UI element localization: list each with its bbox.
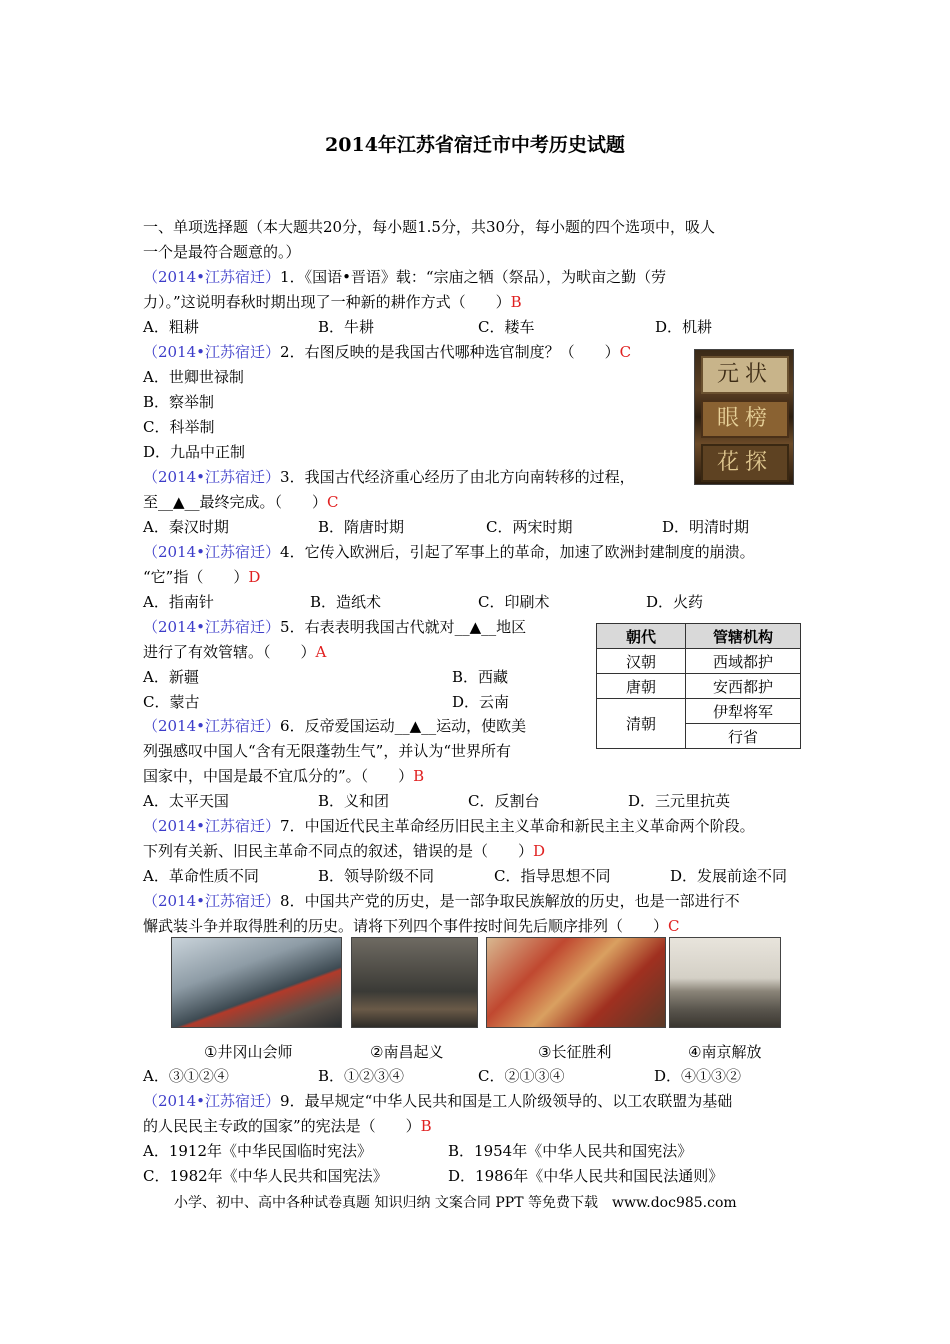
- nanchang-uprising-image: [351, 937, 478, 1028]
- option-6b: B．义和团: [318, 792, 390, 810]
- option-3d: D．明清时期: [662, 518, 750, 536]
- imperial-exam-plaque-image: [694, 349, 794, 485]
- table-cell: 安西都护: [686, 674, 801, 699]
- question-3-line1: （2014•江苏宿迁）3．我国古代经济重心经历了由北方向南转移的过程，: [143, 468, 635, 486]
- caption-1: ①井冈山会师: [204, 1043, 293, 1061]
- option-2a: A．世卿世禄制: [143, 368, 244, 386]
- option-4b: B．造纸术: [310, 593, 382, 611]
- question-8-line2: 懈武装斗争并取得胜利的历史。请将下列四个事件按时间先后顺序排列（ ）C: [143, 917, 680, 935]
- jinggangshan-painting-image: [171, 937, 342, 1028]
- option-7a: A．革命性质不同: [143, 867, 259, 885]
- long-march-victory-image: [486, 937, 666, 1028]
- option-2b: B．察举制: [143, 393, 215, 411]
- answer-9: B: [420, 1117, 432, 1135]
- plaque-middle: 眼榜: [701, 400, 789, 438]
- page-title: 2014年江苏省宿迁市中考历史试题: [325, 134, 625, 156]
- option-2d: D．九品中正制: [143, 443, 246, 461]
- answer-8: C: [668, 917, 680, 935]
- table-header-dynasty: 朝代: [597, 624, 686, 649]
- question-7-line1: （2014•江苏宿迁）7．中国近代民主革命经历旧民主主义革命和新民主主义革命两个阶段。: [143, 817, 755, 835]
- option-1b: B．牛耕: [318, 318, 375, 336]
- option-6a: A．太平天国: [143, 792, 229, 810]
- option-4d: D．火药: [646, 593, 704, 611]
- question-4-line1: （2014•江苏宿迁）4．它传入欧洲后，引起了军事上的革命，加速了欧洲封建制度的崩溃。: [143, 543, 755, 561]
- option-7d: D．发展前途不同: [670, 867, 788, 885]
- option-6c: C．反割台: [468, 792, 540, 810]
- question-1-line1: （2014•江苏宿迁）1．《国语•晋语》载：“宗庙之牺（祭品），为畎亩之勤（劳: [143, 268, 667, 286]
- option-2c: C．科举制: [143, 418, 215, 436]
- option-8d: D．④①③②: [654, 1067, 742, 1085]
- option-8b: B．①②③④: [318, 1067, 405, 1085]
- answer-6: B: [413, 767, 425, 785]
- option-4c: C．印刷术: [478, 593, 550, 611]
- option-9c: C．1982年《中华人民共和国宪法》: [143, 1167, 388, 1185]
- dynasty-administration-table: [596, 623, 801, 749]
- plaque-top: 元状: [701, 356, 789, 394]
- nanjing-liberation-image: [669, 937, 781, 1028]
- option-5a: A．新疆: [143, 668, 199, 686]
- section-instructions-line2: 一个是最符合题意的。）: [143, 243, 301, 261]
- answer-7: D: [533, 842, 546, 860]
- option-5c: C．蒙古: [143, 693, 200, 711]
- option-8c: C．②①③④: [478, 1067, 565, 1085]
- answer-4: D: [248, 568, 261, 586]
- answer-3: C: [327, 493, 339, 511]
- table-cell: 唐朝: [597, 674, 686, 699]
- table-cell: 清朝: [597, 699, 686, 749]
- option-3a: A．秦汉时期: [143, 518, 229, 536]
- section-instructions-line1: 一、单项选择题（本大题共20分，每小题1.5分，共30分，每小题的四个选项中，吸人: [143, 218, 716, 236]
- option-3b: B．隋唐时期: [318, 518, 405, 536]
- table-cell: 汉朝: [597, 649, 686, 674]
- question-3-line2: 至__▲__最终完成。（ ）C: [143, 493, 339, 511]
- question-8-line1: （2014•江苏宿迁）8．中国共产党的历史，是一部争取民族解放的历史，也是一部进行不: [143, 892, 740, 910]
- answer-1: B: [510, 293, 522, 311]
- option-5b: B．西藏: [452, 668, 509, 686]
- question-7-line2: 下列有关新、旧民主革命不同点的叙述，错误的是（ ）D: [143, 842, 546, 860]
- question-4-line2: “它”指（ ）D: [143, 568, 261, 586]
- option-1a: A．粗耕: [143, 318, 199, 336]
- question-9-line2: 的人民民主专政的国家”的宪法是（ ）B: [143, 1117, 432, 1135]
- table-cell: 西域都护: [686, 649, 801, 674]
- option-4a: A．指南针: [143, 593, 214, 611]
- option-9b: B．1954年《中华人民共和国宪法》: [448, 1142, 693, 1160]
- question-1-line2: 力）。”这说明春秋时期出现了一种新的耕作方式（ ）B: [143, 293, 522, 311]
- table-cell: 伊犁将军: [686, 699, 801, 724]
- question-6-line2: 列强感叹中国人“含有无限蓬勃生气”，并认为“世界所有: [143, 742, 512, 760]
- option-7b: B．领导阶级不同: [318, 867, 435, 885]
- answer-5: A: [315, 643, 327, 661]
- option-7c: C．指导思想不同: [494, 867, 611, 885]
- option-5d: D．云南: [452, 693, 510, 711]
- table-header-agency: 管辖机构: [686, 624, 801, 649]
- table-cell: 行省: [686, 724, 801, 749]
- option-9a: A．1912年《中华民国临时宪法》: [143, 1142, 373, 1160]
- option-1c: C．耧车: [478, 318, 535, 336]
- question-6-line1: （2014•江苏宿迁）6．反帝爱国运动__▲__运动，使欧美: [143, 717, 527, 735]
- option-6d: D．三元里抗英: [628, 792, 731, 810]
- question-5-line2: 进行了有效管辖。（ ）A: [143, 643, 327, 661]
- answer-2: C: [619, 343, 632, 361]
- option-1d: D．机耕: [655, 318, 713, 336]
- page-footer: 小学、初中、高中各种试卷真题 知识归纳 文案合同 PPT 等免费下载 www.doc985.com: [174, 1195, 737, 1211]
- option-3c: C．两宋时期: [486, 518, 573, 536]
- option-9d: D．1986年《中华人民共和国民法通则》: [448, 1167, 724, 1185]
- question-6-line3: 国家中，中国是最不宜瓜分的”。（ ）B: [143, 767, 425, 785]
- caption-3: ③长征胜利: [538, 1043, 612, 1061]
- option-8a: A．③①②④: [143, 1067, 229, 1085]
- question-2-line1: （2014•江苏宿迁）2．右图反映的是我国古代哪种选官制度？（ ）C: [143, 343, 632, 361]
- caption-4: ④南京解放: [688, 1043, 762, 1061]
- question-9-line1: （2014•江苏宿迁）9．最早规定“中华人民共和国是工人阶级领导的、以工农联盟为基础: [143, 1092, 733, 1110]
- source-tag: （2014•江苏宿迁）: [143, 268, 281, 286]
- plaque-bottom: 花探: [701, 444, 789, 482]
- caption-2: ②南昌起义: [370, 1043, 444, 1061]
- question-5-line1: （2014•江苏宿迁）5．右表表明我国古代就对__▲__地区: [143, 618, 527, 636]
